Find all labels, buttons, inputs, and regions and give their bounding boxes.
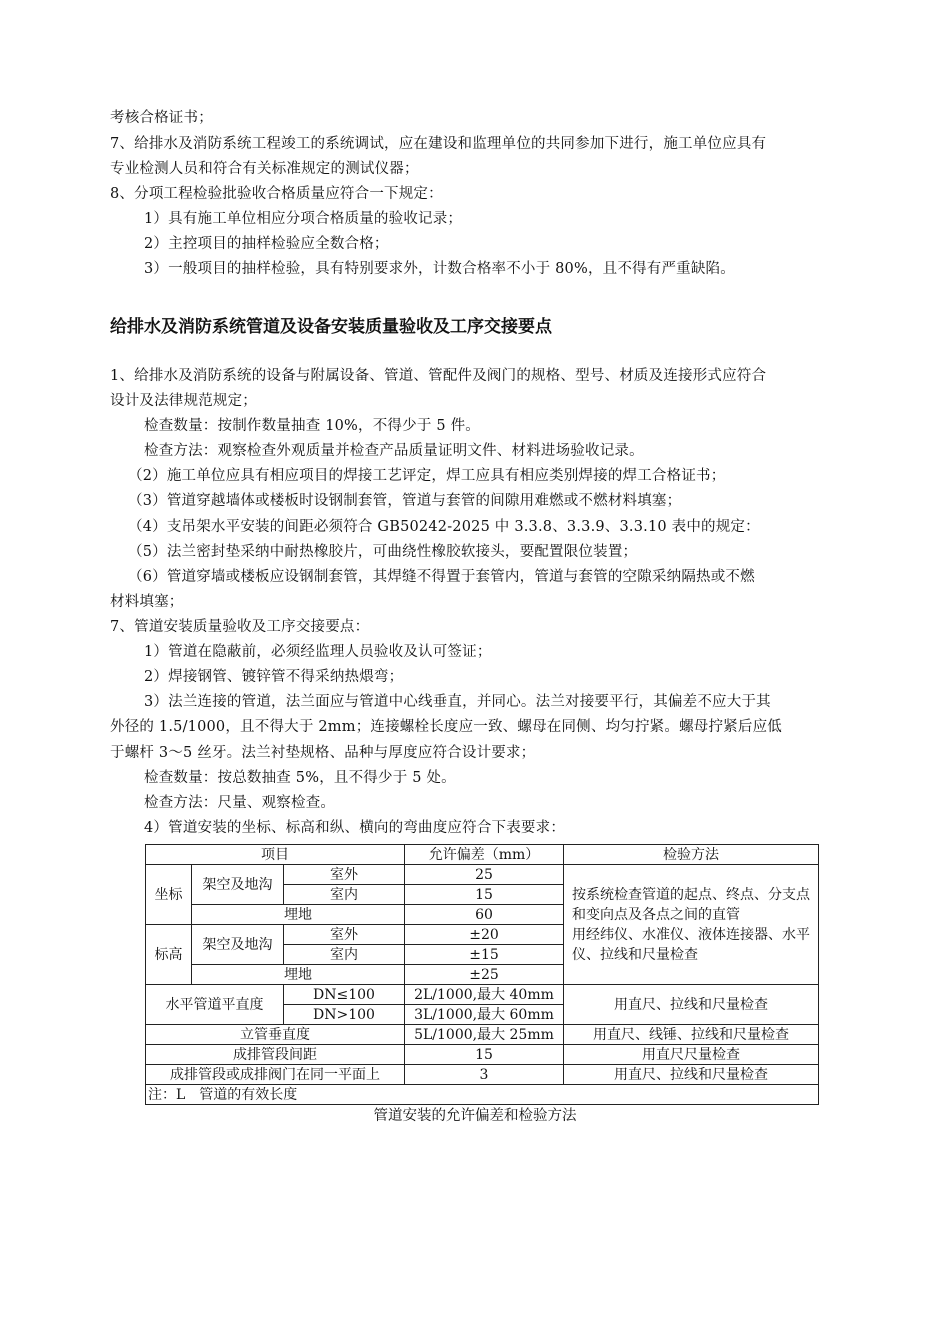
text-line: 考核合格证书； (110, 110, 213, 126)
text-line: （5）法兰密封垫采纳中耐热橡胶片，可曲绕性橡胶软接头，要配置限位装置； (128, 544, 638, 560)
text-line: 4）管道安装的坐标、标高和纵、横向的弯曲度应符合下表要求： (144, 820, 566, 836)
table-caption: 管道安装的允许偏差和检验方法 (373, 1108, 577, 1124)
plane-value: 3 (405, 1065, 564, 1085)
dn-large-label: DN>100 (284, 1005, 405, 1025)
vert-method: 用直尺、线锤、拉线和尺量检查 (564, 1025, 819, 1045)
table-note: 注：L 管道的有效长度 (146, 1085, 819, 1105)
table-row (146, 865, 819, 885)
spacing-value: 15 (405, 1045, 564, 1065)
horiz-label: 水平管道平直度 (146, 985, 284, 1025)
elev-outdoor-value: ±20 (405, 925, 564, 945)
method-line: 按系统检查管道的起点、终点、分支点和变向点及各点之间的直管 用经纬仪、水准仪、液体连接器、水平仪、拉线和尺量检查 (572, 886, 810, 963)
spacing-method: 用直尺尺量检查 (564, 1045, 819, 1065)
text-line: 7、管道安装质量验收及工序交接要点： (110, 619, 370, 635)
buried-label: 埋地 (192, 905, 405, 925)
text-line: （3）管道穿越墙体或楼板时设钢制套管，管道与套管的间隙用难燃或不燃材料填塞； (128, 493, 682, 509)
tolerance-table (145, 844, 819, 1105)
table-row (146, 1025, 819, 1045)
text-line: 3）法兰连接的管道，法兰面应与管道中心线垂直，并同心。法兰对接要平行，其偏差不应大于其 (144, 694, 771, 710)
text-line: 专业检测人员和符合有关标准规定的测试仪器； (110, 161, 419, 177)
elev-indoor-value: ±15 (405, 945, 564, 965)
table-header-row (146, 845, 819, 865)
text-line: 于螺杆 3～5 丝牙。法兰衬垫规格、品种与厚度应符合设计要求； (110, 745, 536, 761)
text-line: 8、分项工程检验批验收合格质量应符合一下规定： (110, 186, 443, 202)
text-line: 检查数量：按制作数量抽查 10%，不得少于 5 件。 (144, 418, 480, 434)
table-row (146, 985, 819, 1005)
vert-value: 5L/1000,最大 25mm (405, 1025, 564, 1045)
text-line: 外径的 1.5/1000，且不得大于 2mm；连接螺栓长度应一致、螺母在同侧、均匀拧紧。螺母拧紧后应低 (110, 719, 782, 735)
text-line: 设计及法律规范规定； (110, 393, 257, 409)
text-line: 1、给排水及消防系统的设备与附属设备、管道、管配件及阀门的规格、型号、材质及连接形式应符合 (110, 368, 767, 384)
overhead-label: 架空及地沟 (192, 925, 284, 965)
text-line: 1）管道在隐蔽前，必须经监理人员验收及认可签证； (144, 644, 492, 660)
text-line: 7、给排水及消防系统工程竣工的系统调试，应在建设和监理单位的共同参加下进行，施工单位应具有 (110, 136, 767, 152)
text-line: （4）支吊架水平安装的间距必须符合 GB50242-2025 中 3.3.8、3.3.9、3.3.10 表中的规定： (128, 519, 760, 535)
header-method: 检验方法 (564, 845, 819, 865)
indoor-label: 室内 (284, 945, 405, 965)
text-line: （2）施工单位应具有相应项目的焊接工艺评定，焊工应具有相应类别焊接的焊工合格证书； (128, 468, 726, 484)
buried-label: 埋地 (192, 965, 405, 985)
text-line: 材料填塞； (110, 594, 184, 610)
coord-elev-method (564, 865, 819, 985)
spacing-label: 成排管段间距 (146, 1045, 405, 1065)
header-item: 项目 (146, 845, 405, 865)
text-line: 1）具有施工单位相应分项合格质量的验收记录； (144, 211, 463, 227)
header-deviation: 允许偏差（mm） (405, 845, 564, 865)
text-line: （6）管道穿墙或楼板应设钢制套管，其焊缝不得置于套管内，管道与套管的空隙采纳隔热或不燃 (128, 569, 755, 585)
text-line: 检查数量：按总数抽查 5%，且不得少于 5 处。 (144, 770, 456, 786)
horiz-small-value: 2L/1000,最大 40mm (405, 985, 564, 1005)
text-line: 2）主控项目的抽样检验应全数合格； (144, 236, 389, 252)
text-line: 3）一般项目的抽样检验，具有特别要求外，计数合格率不小于 80%，且不得有严重缺陷。 (144, 261, 735, 277)
section-heading: 给排水及消防系统管道及设备安装质量验收及工序交接要点 (110, 317, 552, 337)
horiz-large-value: 3L/1000,最大 60mm (405, 1005, 564, 1025)
dn-small-label: DN≤100 (284, 985, 405, 1005)
text-line: 检查方法：尺量、观察检查。 (144, 795, 336, 811)
vert-label: 立管垂直度 (146, 1025, 405, 1045)
outdoor-label: 室外 (284, 925, 405, 945)
coord-indoor-value: 15 (405, 885, 564, 905)
text-line: 2）焊接钢管、镀锌管不得采纳热煨弯； (144, 669, 404, 685)
table-row (146, 1065, 819, 1085)
coord-label: 坐标 (146, 865, 192, 925)
plane-label: 成排管段或成排阀门在同一平面上 (146, 1065, 405, 1085)
horiz-method: 用直尺、拉线和尺量检查 (564, 985, 819, 1025)
text-line: 检查方法：观察检查外观质量并检查产品质量证明文件、材料进场验收记录。 (144, 443, 644, 459)
indoor-label: 室内 (284, 885, 405, 905)
overhead-label: 架空及地沟 (192, 865, 284, 905)
table-row (146, 1045, 819, 1065)
elev-buried-value: ±25 (405, 965, 564, 985)
outdoor-label: 室外 (284, 865, 405, 885)
elev-label: 标高 (146, 925, 192, 985)
coord-buried-value: 60 (405, 905, 564, 925)
table-note-row (146, 1085, 819, 1105)
plane-method: 用直尺、拉线和尺量检查 (564, 1065, 819, 1085)
coord-outdoor-value: 25 (405, 865, 564, 885)
